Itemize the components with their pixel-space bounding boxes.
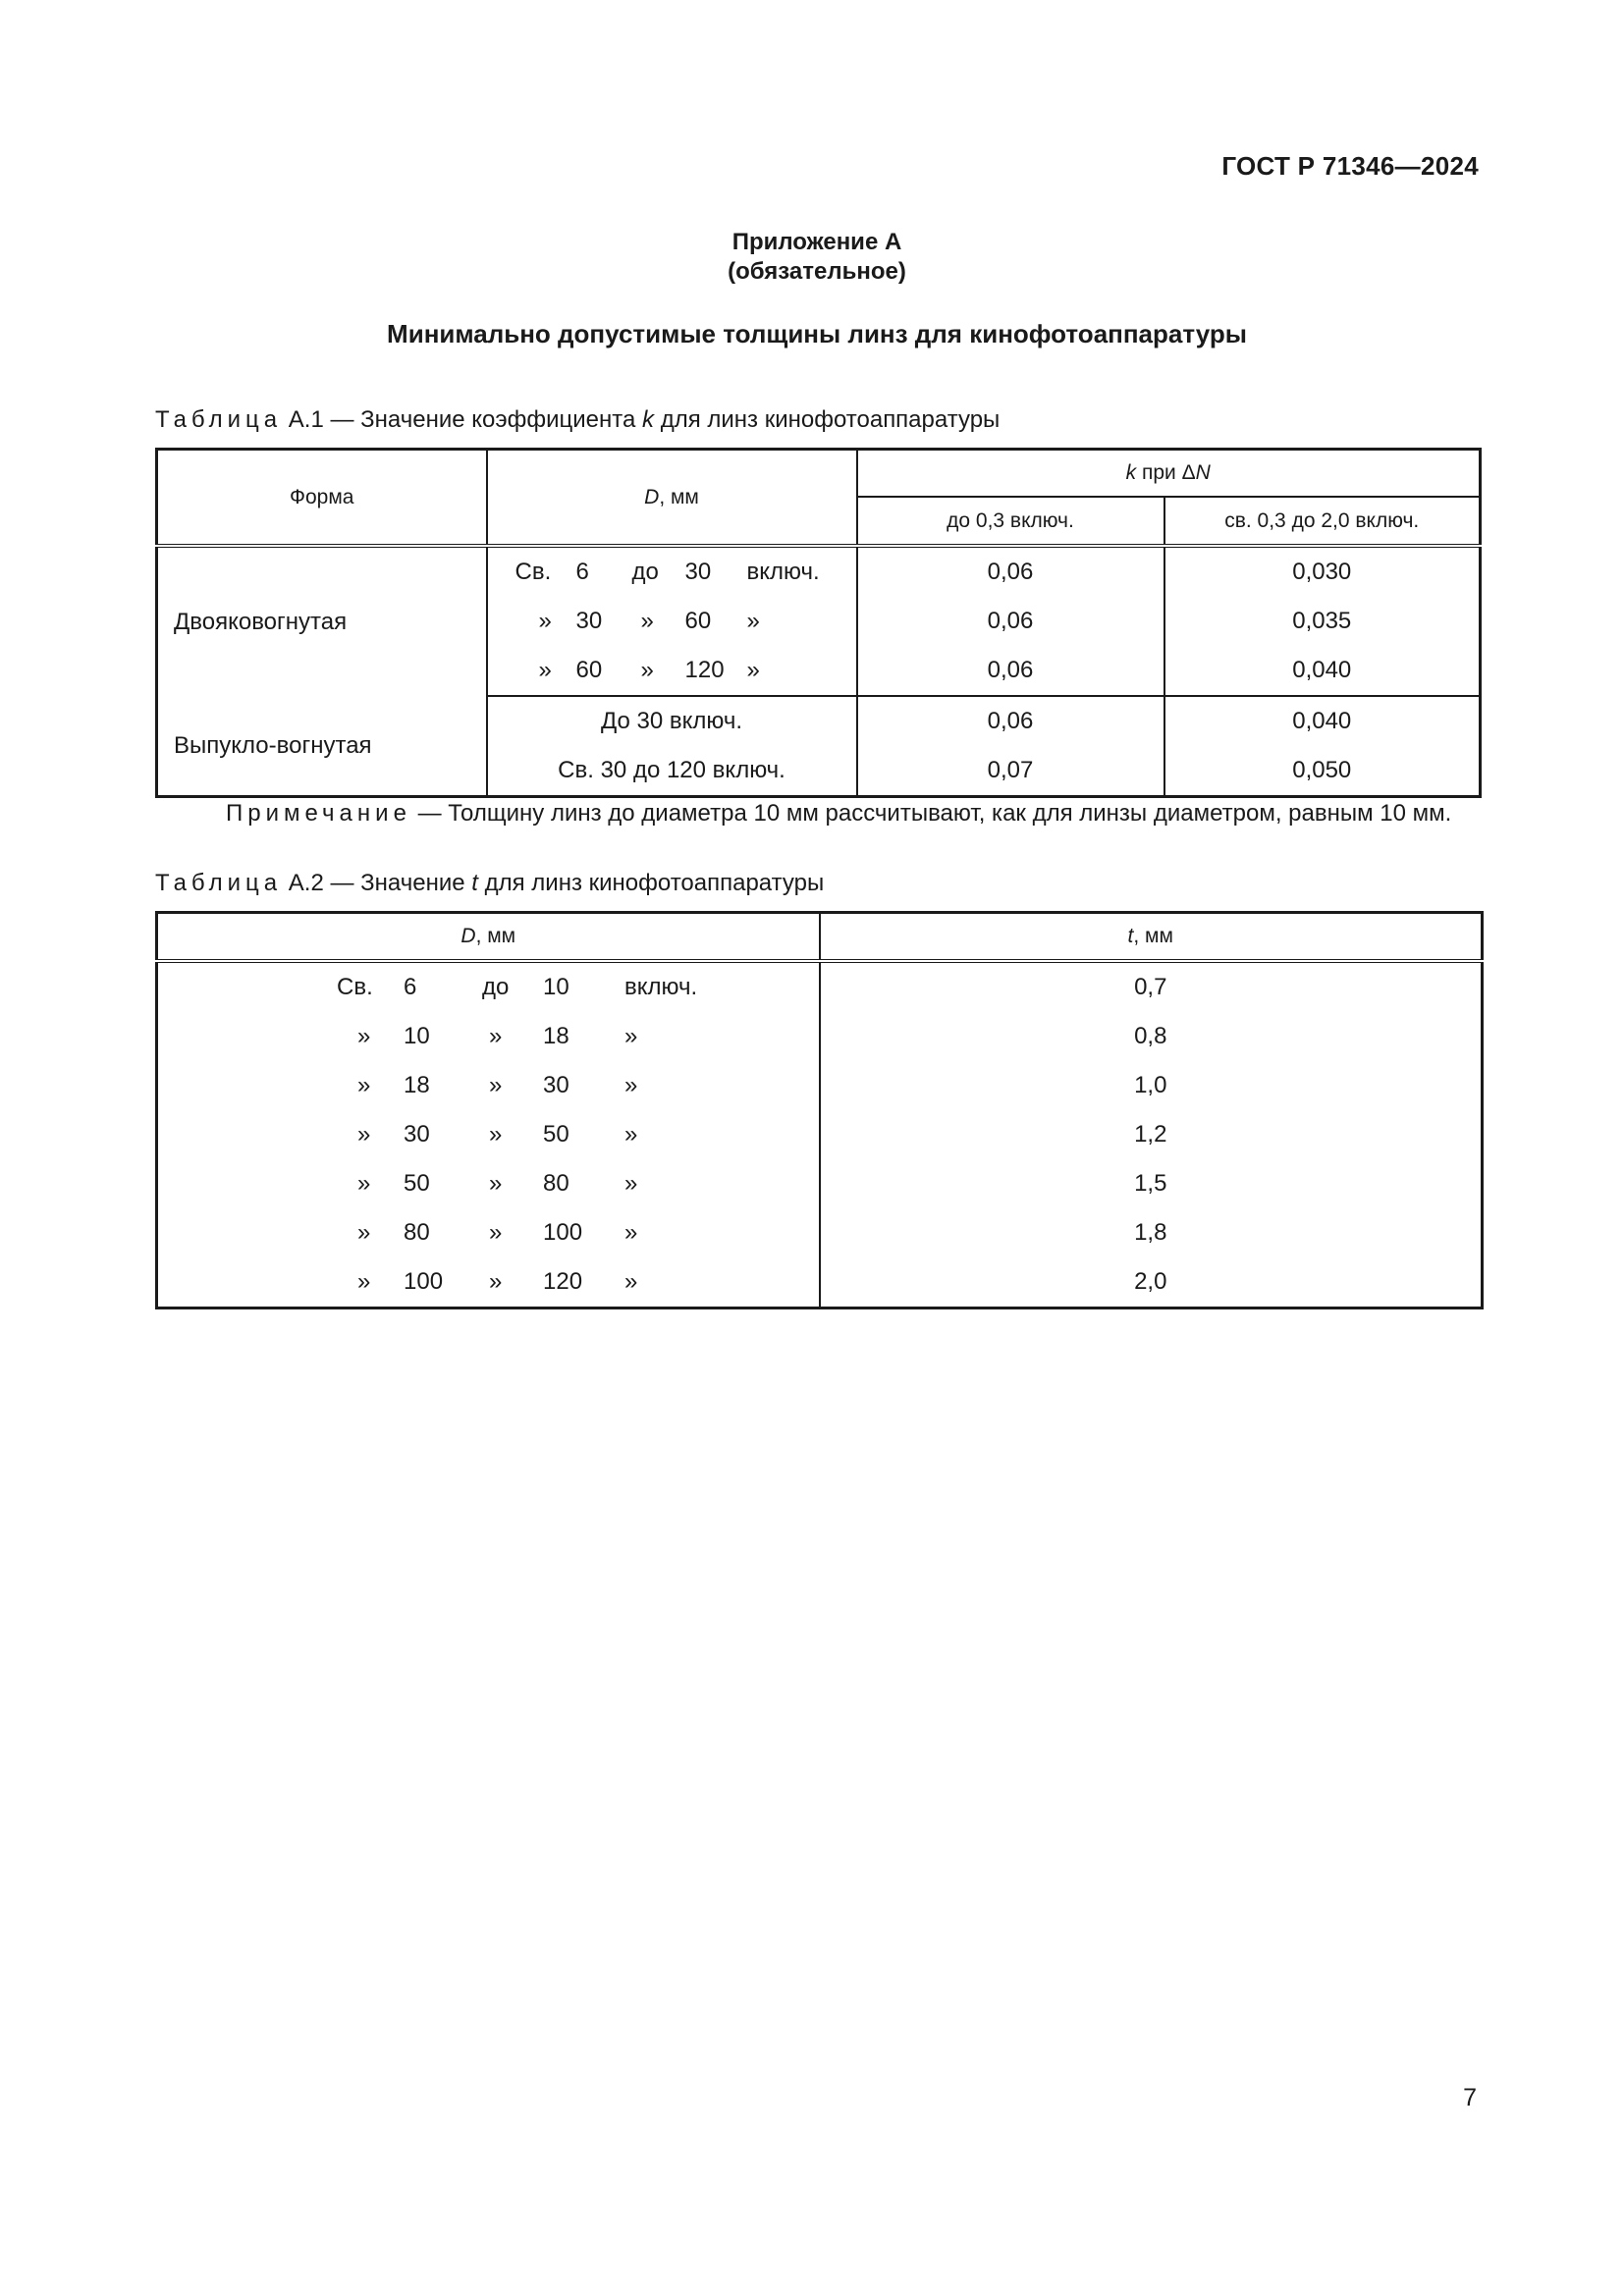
table-a1-caption-label: Таблица [155, 406, 283, 433]
t-value-cell: 1,2 [820, 1110, 1483, 1159]
range-to: 120 [543, 1268, 583, 1295]
range-suffix: » [624, 1121, 638, 1148]
table-a1-caption-text-end: для линз кинофотоаппаратуры [660, 406, 1001, 433]
diameter-range-cell [157, 1208, 820, 1257]
table-a1-caption-text: Значение коэффициента [360, 406, 636, 433]
appendix-heading [0, 228, 1624, 287]
t-value-cell: 0,8 [820, 1012, 1483, 1061]
range-to: 10 [543, 974, 569, 1000]
range-prefix: » [357, 1023, 371, 1049]
range-from: 6 [404, 974, 417, 1000]
note-text: — Толщину линз до диаметра 10 мм рассчитывают, как для линзы диаметром, равным 10 мм. [417, 800, 1452, 827]
range-sep: » [640, 608, 654, 634]
header-diameter-unit: , мм [659, 485, 699, 508]
range-prefix: » [357, 1170, 371, 1197]
form-cell: Выпукло-вогнутая [157, 696, 487, 797]
note-label: Примечание [226, 800, 411, 827]
range-sep: » [489, 1268, 503, 1295]
diameter-range-cell: До 30 включ. [487, 696, 857, 746]
range-suffix: » [624, 1219, 638, 1246]
k-value-cell: 0,06 [857, 597, 1164, 646]
k-value-cell: 0,040 [1164, 696, 1481, 746]
diameter-range-cell [157, 1159, 820, 1208]
range-sep: до [631, 559, 659, 585]
diameter-range-cell [487, 597, 857, 646]
range-suffix: » [746, 657, 760, 683]
range-to: 100 [543, 1219, 583, 1246]
range-from: 30 [575, 608, 603, 634]
appendix-status: (обязательное) [728, 258, 906, 285]
range-suffix: включ. [624, 974, 698, 1000]
range-suffix: » [624, 1268, 638, 1295]
header-d [157, 913, 820, 962]
range-suffix: включ. [746, 559, 820, 585]
k-value-cell: 0,035 [1164, 597, 1481, 646]
header-d-variable: D [460, 925, 476, 947]
table-a1-caption-number: А.1 — [288, 406, 354, 433]
header-k-sub1: до 0,3 включ. [857, 497, 1164, 546]
k-value-cell: 0,06 [857, 696, 1164, 746]
range-suffix: » [624, 1023, 638, 1049]
header-diameter-variable: D [644, 485, 660, 508]
range-suffix: » [624, 1072, 638, 1098]
diameter-range-cell [157, 1110, 820, 1159]
header-t-unit: , мм [1133, 925, 1173, 947]
t-value-cell: 1,5 [820, 1159, 1483, 1208]
range-sep: » [489, 1023, 503, 1049]
header-d-unit: , мм [475, 925, 516, 947]
range-prefix: » [357, 1072, 371, 1098]
header-t [820, 913, 1483, 962]
table-a2 [155, 911, 1484, 1309]
diameter-range-cell [487, 546, 857, 597]
diameter-range-cell [487, 646, 857, 696]
k-value-cell: 0,06 [857, 546, 1164, 597]
range-suffix: » [624, 1170, 638, 1197]
table-a2-caption-text-end: для линз кинофотоаппаратуры [484, 870, 825, 896]
range-sep: » [489, 1121, 503, 1148]
range-from: 60 [575, 657, 603, 683]
header-k-text: при Δ [1136, 461, 1196, 484]
t-value-cell: 1,0 [820, 1061, 1483, 1110]
range-prefix: Св. [337, 974, 373, 1000]
range-to: 18 [543, 1023, 569, 1049]
range-from: 10 [404, 1023, 430, 1049]
range-from: 50 [404, 1170, 430, 1197]
k-value-cell: 0,050 [1164, 746, 1481, 797]
range-to: 30 [684, 559, 712, 585]
table-a2-caption-label: Таблица [155, 870, 283, 896]
range-to: 60 [684, 608, 712, 634]
header-form: Форма [157, 450, 487, 547]
range-sep: » [489, 1170, 503, 1197]
range-prefix: » [357, 1219, 371, 1246]
diameter-range-cell [157, 1257, 820, 1308]
range-to: 30 [543, 1072, 569, 1098]
header-k-variable-n: N [1195, 461, 1211, 484]
header-diameter [487, 450, 857, 547]
range-prefix: Св. [514, 559, 552, 585]
k-value-cell: 0,030 [1164, 546, 1481, 597]
table-a2-caption [155, 870, 824, 897]
k-value-cell: 0,06 [857, 646, 1164, 696]
range-to: 50 [543, 1121, 569, 1148]
document-number: ГОСТ Р 71346—2024 [1221, 151, 1479, 181]
range-prefix: » [538, 608, 552, 634]
section-title: Минимально допустимые толщины линз для кинофотоаппаратуры [387, 319, 1247, 348]
header-k [857, 450, 1481, 498]
form-cell: Двояковогнутая [157, 546, 487, 696]
t-value-cell: 1,8 [820, 1208, 1483, 1257]
range-sep: » [489, 1072, 503, 1098]
range-from: 100 [404, 1268, 444, 1295]
table-a2-caption-variable: t [471, 870, 478, 896]
k-value-cell: 0,07 [857, 746, 1164, 797]
range-to: 120 [684, 657, 725, 683]
k-value-cell: 0,040 [1164, 646, 1481, 696]
diameter-range-cell [157, 961, 820, 1012]
t-value-cell: 2,0 [820, 1257, 1483, 1308]
diameter-range-cell: Св. 30 до 120 включ. [487, 746, 857, 797]
range-sep: » [640, 657, 654, 683]
range-sep: » [489, 1219, 503, 1246]
table-a1 [155, 448, 1482, 798]
table-a2-caption-text: Значение [360, 870, 465, 896]
table-a1-caption-variable: k [642, 406, 655, 433]
range-from: 18 [404, 1072, 430, 1098]
header-k-variable: k [1125, 461, 1137, 484]
header-k-sub2: св. 0,3 до 2,0 включ. [1164, 497, 1481, 546]
appendix-title: Приложение А [731, 229, 902, 255]
page-number: 7 [1463, 2084, 1477, 2111]
diameter-range-cell [157, 1061, 820, 1110]
table-a1-caption [155, 406, 1000, 434]
t-value-cell: 0,7 [820, 961, 1483, 1012]
range-from: 6 [575, 559, 589, 585]
range-to: 80 [543, 1170, 569, 1197]
range-from: 30 [404, 1121, 430, 1148]
table-a2-caption-number: А.2 — [288, 870, 354, 896]
header-t-variable: t [1127, 925, 1134, 947]
range-prefix: » [357, 1121, 371, 1148]
range-suffix: » [746, 608, 760, 634]
diameter-range-cell [157, 1012, 820, 1061]
range-prefix: » [357, 1268, 371, 1295]
range-sep: до [482, 974, 510, 1000]
table-a1-note [226, 800, 1451, 828]
range-prefix: » [538, 657, 552, 683]
range-from: 80 [404, 1219, 430, 1246]
